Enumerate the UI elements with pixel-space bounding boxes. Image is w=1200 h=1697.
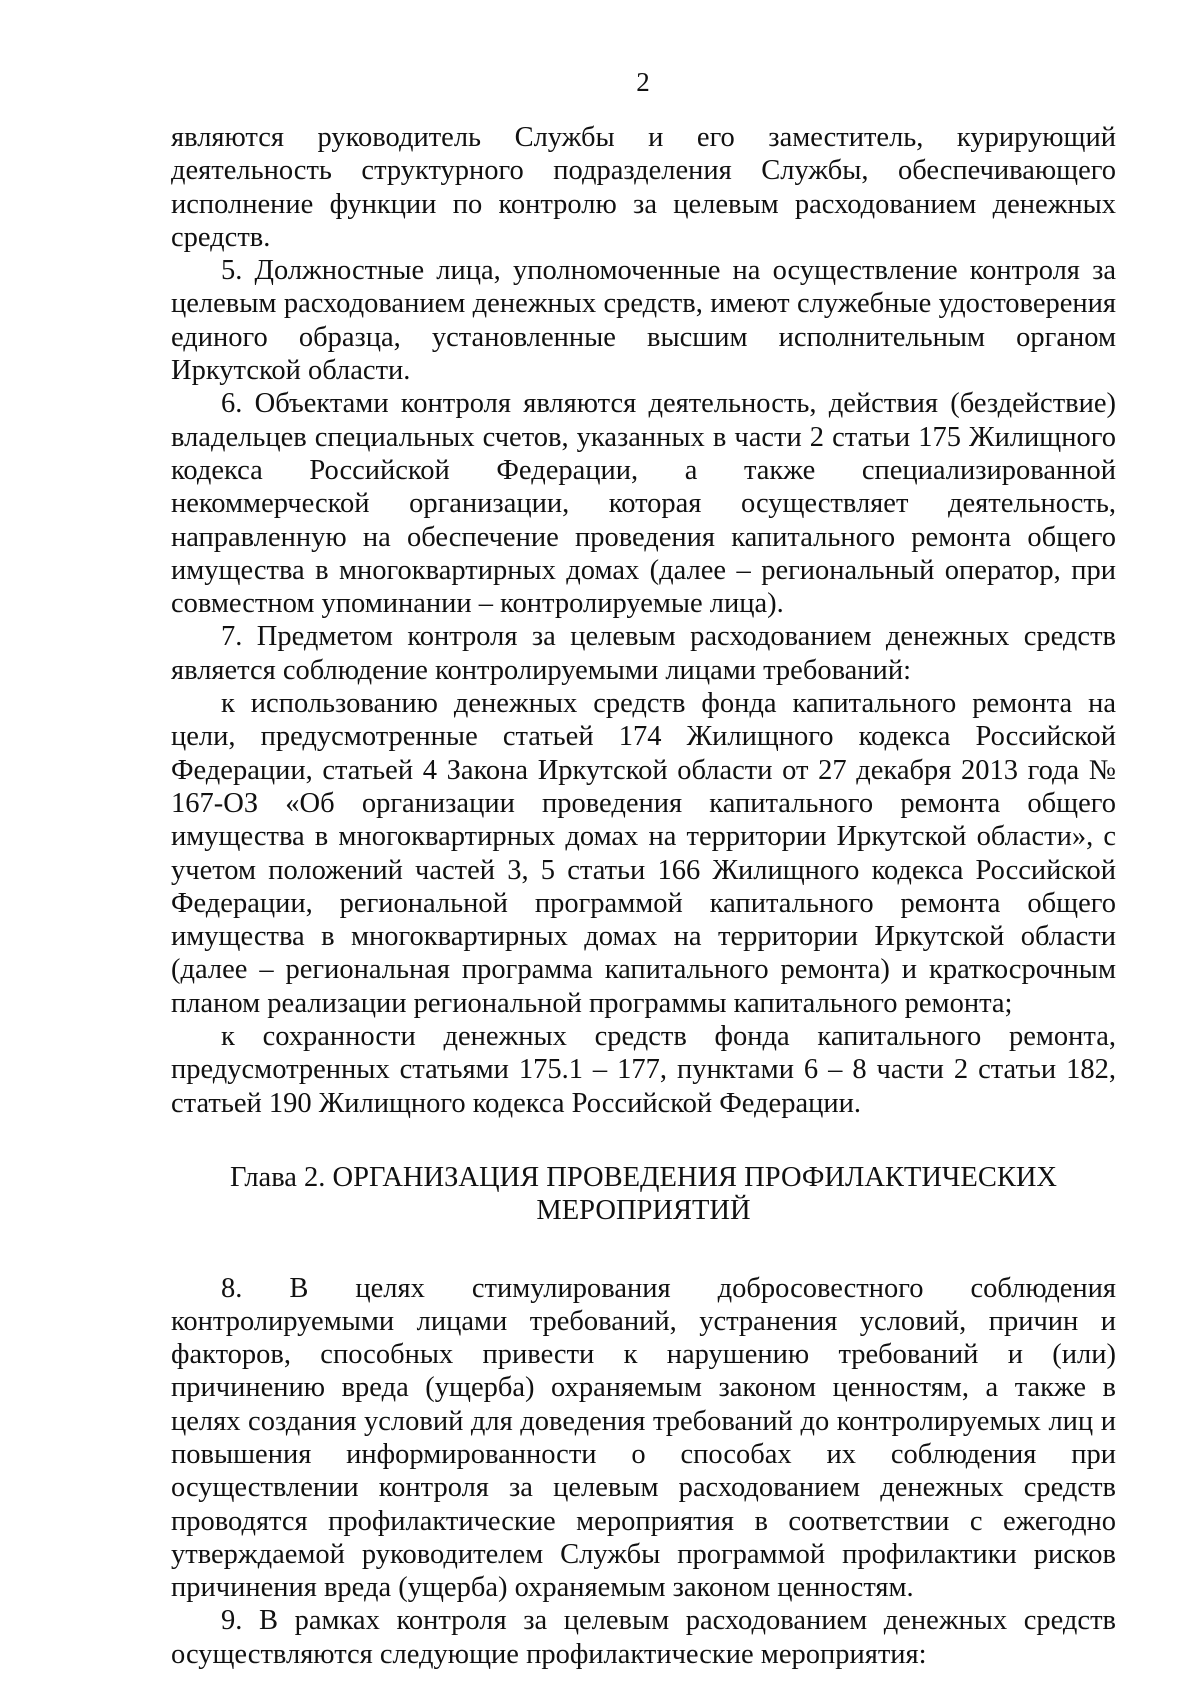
- chapter-heading-line-2: МЕРОПРИЯТИЙ: [536, 1195, 751, 1227]
- chapter-heading: [171, 1161, 1116, 1228]
- paragraph-7-item-safety: к сохранности денежных средств фонда капитального ремонта, предусмотренных статьями 175.1 – 177, пунктами 6 – 8 части 2 статьи 182, статьей 190 Жилищного кодекса Российской Федерации.: [171, 1021, 1116, 1119]
- paragraph-continuation: являются руководитель Службы и его заместитель, курирующий деятельность структурного подразделения Службы, обеспечивающего исполнение функции по контролю за целевым расходованием денежных средств.: [171, 122, 1116, 253]
- page-number: 2: [636, 67, 650, 97]
- paragraph-7: 7. Предметом контроля за целевым расходованием денежных средств является соблюдение контролируемыми лицами требований:: [171, 621, 1116, 686]
- document-body: [171, 121, 1116, 1671]
- paragraph-9: 9. В рамках контроля за целевым расходованием денежных средств осуществляются следующие профилактические мероприятия:: [171, 1605, 1116, 1670]
- paragraph-5: 5. Должностные лица, уполномоченные на осуществление контроля за целевым расходованием денежных средств, имеют служебные удостоверения единого образца, установленные высшим исполнительным органом Иркутской области.: [171, 255, 1116, 387]
- paragraph-8: 8. В целях стимулирования добросовестного соблюдения контролируемыми лицами требований, устранения условий, причин и факторов, способных привести к нарушению требований и (или) причинению вреда (ущерба) охраняемым законом ценностям, а также в целях создания условий для доведения требований до контролируемых лиц и повышения информированности о способах их соблюдения при осуществлении контроля за целевым расходованием денежных средств проводятся профилактические мероприятия в соответствии с ежегодно утверждаемой руководителем Службы программой профилактики рисков причинения вреда (ущерба) охраняемым законом ценностям.: [171, 1272, 1116, 1604]
- paragraph-7-item-use: к использованию денежных средств фонда капитального ремонта на цели, предусмотренные статьей 174 Жилищного кодекса Российской Федерации, статьей 4 Закона Иркутской области от 27 декабря 2013 года № 167-ОЗ «Об организации проведения капитального ремонта общего имущества в многоквартирных домах на территории Иркутской области», с учетом положений частей 3, 5 статьи 166 Жилищного кодекса Российской Федерации, региональной программой капитального ремонта общего имущества в многоквартирных домах на территории Иркутской области (далее – региональная программа капитального ремонта) и краткосрочным планом реализации региональной программы капитального ремонта;: [171, 688, 1116, 1019]
- chapter-heading-line-1: Глава 2. ОРГАНИЗАЦИЯ ПРОВЕДЕНИЯ ПРОФИЛАКТИЧЕСКИХ: [229, 1161, 1058, 1193]
- paragraph-6: 6. Объектами контроля являются деятельность, действия (бездействие) владельцев специальных счетов, указанных в части 2 статьи 175 Жилищного кодекса Российской Федерации, а также специализированной некоммерческой организации, которая осуществляет деятельность, направленную на обеспечение проведения капитального ремонта общего имущества в многоквартирных домах (далее – региональный оператор, при совместном упоминании – контролируемые лица).: [171, 388, 1116, 620]
